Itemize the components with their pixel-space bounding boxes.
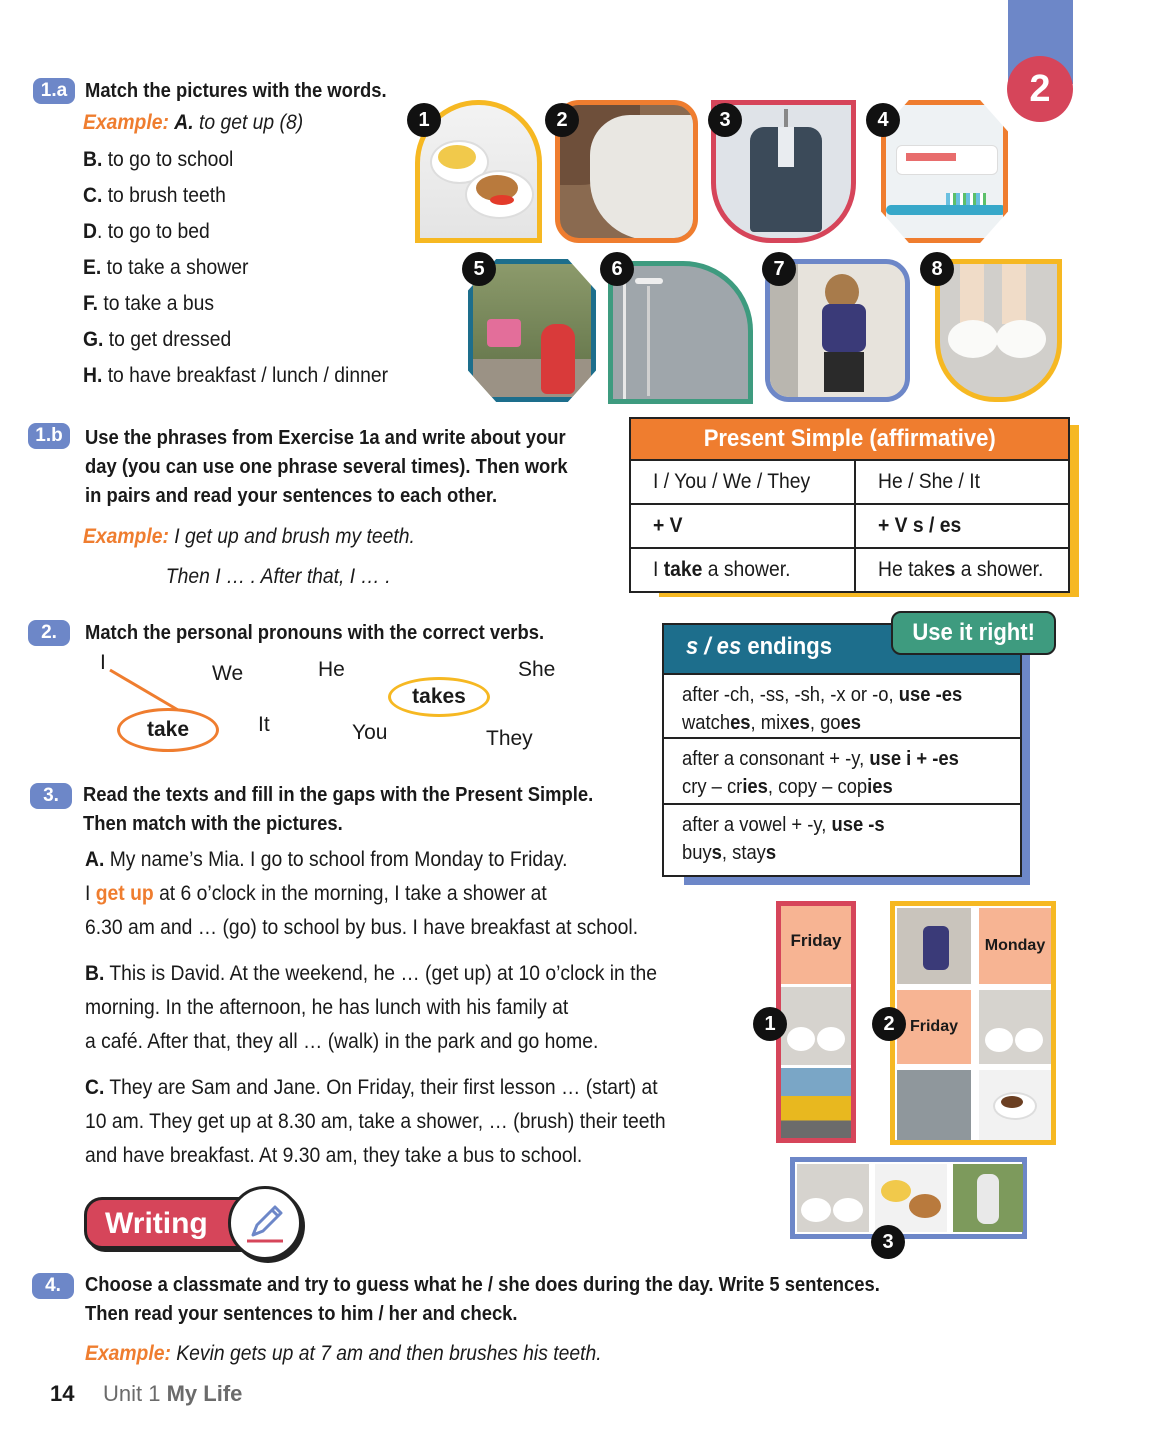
list-item: H. to have breakfast / lunch / dinner [83,364,389,387]
rule-example-part: , stay [721,842,766,864]
rule-example-part: es [840,712,862,734]
exercise-2-instruction: Match the personal pronouns with the correct verbs. [85,622,545,644]
present-simple-table-title: Present Simple (affirmative) [629,417,1070,461]
endings-rule-2: after a consonant + -y, use i + -es cry – cries, copy – copies [664,739,1020,805]
present-simple-table [629,459,1070,593]
use-it-right-tag: Use it right! [891,611,1056,655]
exercise-1a-instruction: Match the pictures with the words. [85,80,387,102]
pronoun-he: He [318,658,345,681]
page-number: 14 [50,1381,75,1406]
exercise-3-text-b: B. This is David. At the weekend, he … (get up) at 10 o’clock in the morning. In the afternoon, he has lunch with his family at a café. After that, they all … (walk) in the park and go home. [85,962,658,1053]
writing-label: Writing [105,1207,208,1240]
strip-2-label-monday: Monday [979,908,1051,984]
strip-3 [790,1157,1027,1239]
picture-number-7: 7 [762,252,796,286]
exercise-badge-1a: 1.a [33,78,75,104]
table-row: I take a shower. He takes a shower. [630,548,1069,592]
footer-unit-title: Unit 1 My Life [103,1381,243,1406]
endings-rule-3: after a vowel + -y, use -s buys, stays [682,814,885,864]
rule-example-part: , go [809,712,841,734]
rule-example-part: es [789,712,810,734]
pronoun-match-line [0,0,600,780]
verb-take: take [117,708,219,752]
endings-rule-1: after -ch, -ss, -sh, -x or -o, use -es watches, mixes, goes [664,675,1020,739]
pronoun-we: We [212,662,244,685]
exercise-badge-1b: 1.b [28,423,70,449]
pronoun-she: She [518,658,556,681]
verb-takes: takes [388,677,490,717]
exercise-3-instruction: Read the texts and fill in the gaps with the Present Simple. Then match with the pictures. [83,784,594,835]
picture-4-toothbrush [881,100,1008,243]
table-row: I / You / We / They He / She / It [630,460,1069,504]
list-item: C. to brush teeth [83,184,226,207]
exercise-4-example: Example: Kevin gets up at 7 am and then brushes his teeth. [85,1342,602,1365]
pronoun-it: It [258,713,270,736]
rule-example-part: watch [682,712,731,734]
rule-example-part: es [730,712,751,734]
strip-2 [890,901,1056,1145]
exercise-1b-example: Example: I get up and brush my teeth. Then I … . After that, I … . [83,525,415,588]
picture-number-1: 1 [407,103,441,137]
strip-number-1: 1 [753,1007,787,1041]
list-item: E. to take a shower [83,256,249,279]
strip-2-label-friday: Friday [897,990,971,1064]
rule-example-part: ies [742,776,768,798]
rule-example-part: ies [867,776,893,798]
picture-number-5: 5 [462,252,496,286]
exercise-badge-2: 2. [28,620,70,646]
endings-box-title: s / es endings [664,625,1020,675]
exercise-badge-4: 4. [32,1273,74,1299]
unit-number-badge: 2 [1007,56,1073,122]
picture-6-shower [608,261,753,404]
list-item: G. to get dressed [83,328,232,351]
picture-number-2: 2 [545,103,579,137]
list-item: B. to go to school [83,148,234,171]
strip-1-label: Friday [781,906,851,984]
pencil-icon [228,1186,302,1260]
exercise-1a-example: Example: A. to get up (8) [83,111,304,134]
exercise-badge-3: 3. [30,783,72,809]
picture-number-8: 8 [920,252,954,286]
exercise-1b-instruction: Use the phrases from Exercise 1a and write about your day (you can use one phrase several times). Then work in pairs and read your sentences to each other. [85,427,568,507]
picture-number-4: 4 [866,103,900,137]
exercise-4-instruction: Choose a classmate and try to guess what he / she does during the day. Write 5 sentences. Then read your sentences to him / her and check. [85,1274,880,1325]
rule-example-part: s [765,842,777,864]
endings-box [662,623,1022,877]
picture-number-3: 3 [708,103,742,137]
exercise-3-text-a: A. My name’s Mia. I go to school from Monday to Friday. I get up at 6 o’clock in the morning, I take a shower at 6.30 am and … (go) to school by bus. I have breakfast at school. [85,848,639,939]
table-row: + V + V s / es [630,504,1069,548]
pronoun-you: You [352,721,388,744]
picture-8-slippers [935,259,1062,402]
rule-example-part: cry – cr [682,776,743,798]
list-item: F. to take a bus [83,292,215,315]
rule-example-part: s [711,842,722,864]
picture-number-6: 6 [600,252,634,286]
strip-1 [776,901,856,1143]
list-item: D. to go to bed [83,220,210,243]
strip-number-2: 2 [872,1007,906,1041]
strip-number-3: 3 [871,1225,905,1259]
rule-example-part: , copy – cop [767,776,868,798]
rule-example-part: buy [682,842,712,864]
pronoun-i: I [100,651,106,674]
exercise-3-text-c: C. They are Sam and Jane. On Friday, their first lesson … (start) at 10 am. They get up at 8.30 am, take a shower, … (brush) their teeth and have breakfast. At 9.30 am, they take a bus to school. [85,1076,666,1167]
rule-example-part: , mix [750,712,790,734]
pronoun-they: They [486,727,533,750]
